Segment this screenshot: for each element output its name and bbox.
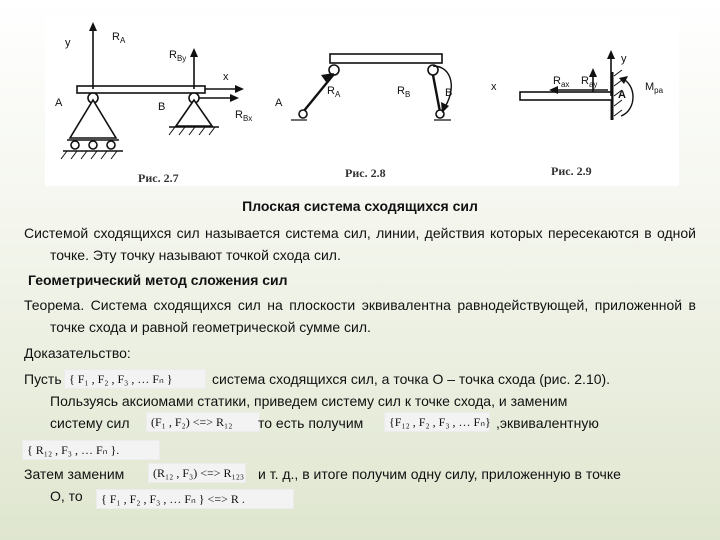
formula-forces-set: { F₁ , F₂ , F₃ , … Fₙ }: [64, 369, 206, 389]
fig-2-9: [520, 50, 633, 120]
bar-b: [433, 75, 440, 112]
itd-text: и т. д., в итоге получим одну силу, приложенную в точке: [258, 466, 621, 482]
caption-2-7: Рис. 2.7: [138, 171, 179, 185]
b-label-2-8: B: [445, 87, 453, 99]
y-label-2-7: y: [65, 37, 71, 49]
beam-2-8: [330, 54, 442, 63]
m-label: $M_{pa}$: [645, 81, 664, 95]
formula-pair-r12: (F₁ , F₂) <=> R₁₂: [146, 412, 260, 432]
caption-2-8: Рис. 2.8: [345, 166, 386, 180]
theorem-text: Теорема. Система сходящихся сил на плоскости эквивалентна равнодействующей, приложенной в точке схода и равной геометрической сумме сил.: [24, 297, 696, 335]
ra-label-2-8: $R_A$: [327, 85, 341, 99]
figure-panel: [45, 14, 679, 186]
o-to: O, то: [50, 488, 83, 504]
line-axioms: Пользуясь аксиомами статики, приведем систему сил к точке схода, и заменим: [50, 393, 568, 409]
formula-result: { F₁ , F₂ , F₃ , … Fₙ } <=> R .: [96, 489, 294, 509]
pust-word: Пусть: [24, 371, 62, 387]
rax-label: $R_{ax}$: [553, 75, 570, 89]
b-label-2-7: B: [158, 101, 166, 113]
y-label-2-9: y: [621, 53, 627, 65]
definition-text: Системой сходящихся сил называется система сил, линии, действия которых пересекаются в одной точке. Эту точку называют точкой схода сил.: [24, 225, 696, 263]
page-title: Плоская система сходящихся сил: [242, 198, 478, 214]
formula-r123: (R₁₂ , F₃) <=> R₁₂₃: [148, 463, 246, 483]
equiv-word: ,эквивалентную: [496, 415, 599, 431]
a-label-2-7: A: [55, 97, 63, 109]
rb-label-2-8: $R_B$: [397, 85, 411, 99]
proof-label: Доказательство:: [24, 345, 131, 361]
rbx-label: $R_{Bx}$: [235, 109, 253, 123]
a-label-2-9: A: [618, 89, 626, 101]
fig-2-8: [291, 54, 451, 120]
x-label-2-9: x: [491, 81, 497, 93]
a-label-2-8: A: [275, 97, 283, 109]
formula-f12-set: {F₁₂ , F₂ , F₃ , … Fₙ}: [384, 412, 490, 432]
zatem: Затем заменим: [24, 466, 125, 482]
to-est: то есть получим: [258, 415, 364, 431]
ray-label: $R_{ay}$: [581, 75, 598, 89]
beam-2-7: [77, 86, 205, 93]
fig-2-7: [61, 22, 244, 159]
formula-r12-set: { R₁₂ , F₃ , … Fₙ }.: [22, 440, 160, 460]
mechanics-diagrams: [45, 14, 679, 186]
caption-2-9: Рис. 2.9: [551, 164, 592, 178]
x-label-2-7: x: [223, 71, 229, 83]
section-heading: Геометрический метод сложения сил: [28, 272, 288, 288]
ra-label-2-7: $R_A$: [112, 31, 126, 45]
theorem-paragraph: [24, 294, 696, 338]
rby-label: $R_{By}$: [169, 49, 187, 63]
sistemu-sil: систему сил: [50, 415, 130, 431]
definition-paragraph: [24, 222, 696, 266]
beam-2-9: [520, 92, 612, 100]
pust-rest: система сходящихся сил, а точка O – точка схода (рис. 2.10).: [212, 371, 611, 387]
